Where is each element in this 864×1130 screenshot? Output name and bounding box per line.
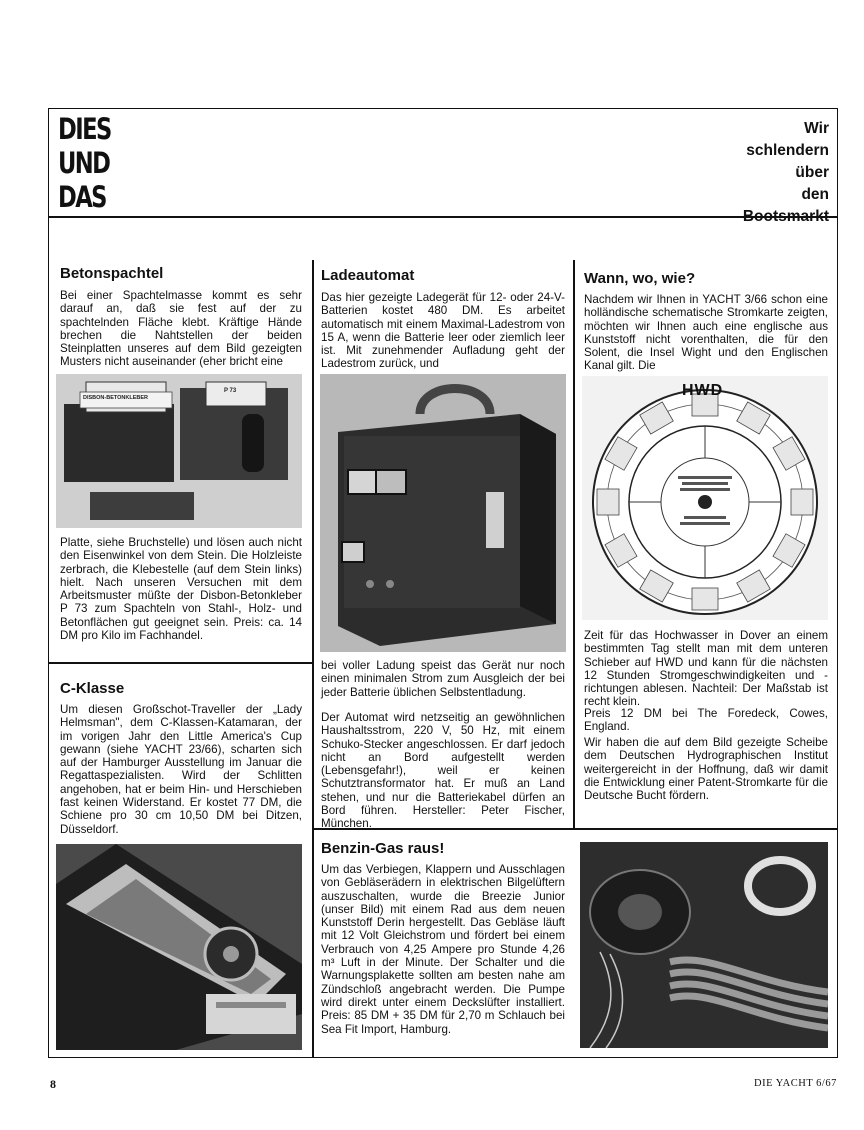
ladeautomat-photo — [320, 374, 566, 652]
betonspachtel-label-a: DISBON-BETONKLEBER — [83, 395, 148, 401]
benzin-photo — [580, 842, 828, 1048]
benzin-title: Benzin-Gas raus! — [321, 840, 445, 857]
tagline-line-4: den — [801, 186, 829, 203]
column-rule-2 — [573, 260, 575, 828]
hwd-label: HWD — [682, 382, 724, 399]
betonspachtel-text-bottom: Platte, siehe Bruchstelle) und lösen auch nicht den Eisenwinkel von dem Stein. Die Holzleiste zerbrach, die Klebestelle (auf dem Stein links) hielt. Nach unseren Versuchen mit dem Arbeitsmuster müßte der Disbon-Betonkleber P 73 zum Spachteln von Stahl-, Holz- und Betonflächen gut geeignet sein. Preis: ca. 14 DM pro Kilo im Fachhandel. — [60, 536, 302, 643]
ladeautomat-text-bottom-1: bei voller Ladung speist das Gerät nur noch einen minimalen Strom zum Ausgleich der bei jeder Batterie üblichen Selbstentladung. — [321, 659, 565, 699]
betonspachtel-label-b: P 73 — [224, 388, 237, 394]
wann-text-bottom-2: Preis 12 DM bei The Foredeck, Cowes, England. — [584, 707, 828, 734]
cklasse-title: C-Klasse — [60, 680, 125, 697]
tagline-line-3: über — [795, 164, 829, 181]
cklasse-photo — [56, 844, 302, 1050]
benzin-text: Um das Verbiegen, Klappern und Ausschlagen von Gebläserädern in elektrischen Bilgelüftern auszuschalten, wurde die Breezie Junior (unser Bild) mit einem Rad aus dem neuen Kunststoff Derin hergestellt. Das Gebläse läuft mit 12 Volt Gleichstrom und fördert bei einem Verbrauch von 4,25 Ampere pro Stunde 4,26 m³ Luft in der Minute. Der Schalter und die Warnungsplakette sollten am besten nahe am Zündschloß angebracht werden. Die Pumpe wird direkt unter einem Deckslüfter installiert. Preis: 85 DM + 35 DM für 2,70 m Schlauch bei Sea Fit Import, Hamburg. — [321, 863, 565, 1036]
masthead — [58, 112, 120, 214]
wann-text-bottom-3: Wir haben die auf dem Bild gezeigte Scheibe dem Deutschen Hydrographischen Institut weitergereicht in der Hoffnung, daß wir damit die Entwicklung einer Patent-Stromkarte für die Deutsche Bucht fördern. — [584, 736, 828, 803]
issue-label: DIE YACHT 6/67 — [754, 1078, 837, 1089]
hwd-disc-graphic — [582, 376, 828, 620]
masthead-line-3: DAS — [58, 180, 106, 214]
betonspachtel-photo — [56, 374, 302, 528]
ladeautomat-text-bottom-2: Der Automat wird netzseitig an gewöhnlichen Haushaltsstrom, 220 V, 50 Hz, mit einem Schuko-Stecker angeschlossen. Er darf jedoch nicht an Bord aufgestellt werden (Lebensgefahr!), weil er keinen Schutztransformator hat. Er muß an Land stehen, und nur die Batteriekabel dürfen an Bord führen. Hersteller: Peter Fischer, München. — [321, 711, 565, 831]
hwd-disc-photo — [582, 376, 828, 620]
tagline-line-2: schlendern — [746, 142, 829, 159]
ladeautomat-text-top: Das hier gezeigte Ladegerät für 12- oder 24-V-Batterien kostet 480 DM. Es arbeitet automatisch mit einem Maximal-Ladestrom von 15 A, wenn die Batterie leer oder ziemlich leer ist. Mit zunehmender Aufladung geht der Ladestrom zurück, und — [321, 291, 565, 371]
wann-text-top: Nachdem wir Ihnen in YACHT 3/66 schon eine holländische schematische Stromkarte zeigten, möchten wir Ihnen auch eine englische aus Kunststoff nicht vorenthalten, die für den Solent, die Insel Wight und den Englischen Kanal gilt. Die — [584, 293, 828, 373]
tagline-line-1: Wir — [804, 120, 829, 137]
wann-text-bottom-1: Zeit für das Hochwasser in Dover an einem bestimmten Tag stellt man mit dem unteren Schieber auf HWD und kann für die nächsten 12 Stunden Stromgeschwindigkeiten und -richtungen ablesen. Nachteil: Der Maßstab ist recht klein. — [584, 629, 828, 709]
betonspachtel-title: Betonspachtel — [60, 265, 164, 282]
betonspachtel-text-top: Bei einer Spachtelmasse kommt es sehr darauf an, daß sie fest auf der zu spachtelnden Fläche klebt. Kräftige Hände brechen die Nahtstellen der beiden Steinplatten unseres auf dem Bild gezeigten Musters nicht auseinander (eher bricht eine — [60, 289, 302, 369]
tagline-line-5: Bootsmarkt — [742, 208, 829, 225]
column-rule-1 — [312, 260, 314, 1058]
masthead-line-2: UND — [58, 146, 110, 180]
ladeautomat-title: Ladeautomat — [321, 267, 415, 284]
wann-title: Wann, wo, wie? — [584, 270, 696, 287]
tagline — [669, 118, 829, 228]
masthead-line-1: DIES — [58, 112, 111, 146]
cklasse-text: Um diesen Großschot-Traveller der „Lady Helmsman", dem C-Klassen-Katamaran, der im vorigen Jahr den Little America's Cup gewann (siehe YACHT 23/66), scharten sich auf der Hamburger Ausstellung im Januar die Regattaspezialisten. Wird der Schlitten angehoben, hat er beim Hin- und Herschieben fast keinen Widerstand. Er kostet 77 DM, die Schiene pro 30 cm 10,50 DM bei Ditzen, Düsseldorf. — [60, 703, 302, 836]
page-number: 8 — [50, 1077, 56, 1091]
rule-cklasse — [48, 662, 312, 664]
